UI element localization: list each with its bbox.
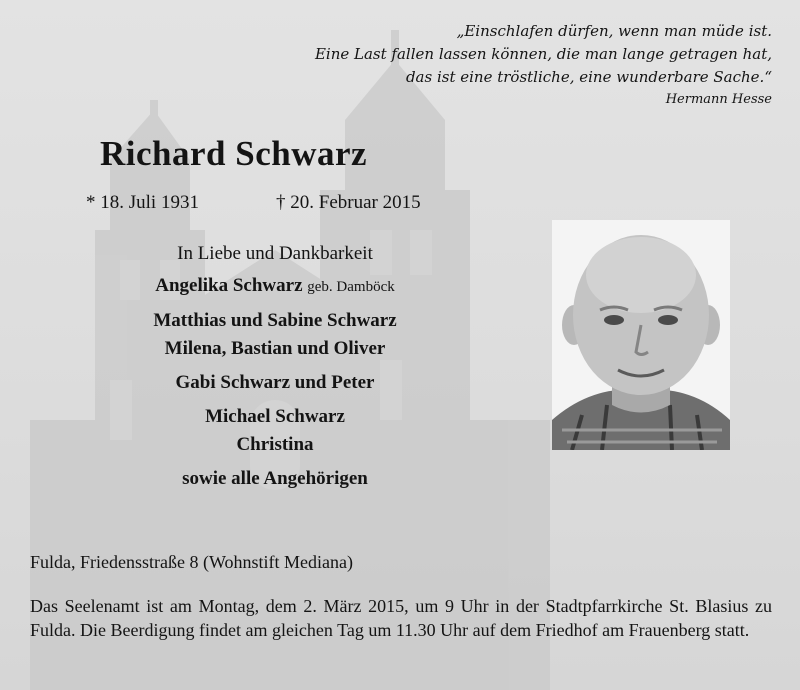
spouse-maiden-name: geb. Damböck [307,279,395,295]
portrait-image [552,220,730,450]
funeral-service-info: Das Seelenamt ist am Montag, dem 2. März 2015, um 9 Uhr in der Stadtpfarrkirche St. Blasius zu Fulda. Die Beerdigung findet am gleichen Tag um 11.30 Uhr auf dem Friedhof am Frauenberg statt. [30,596,772,640]
mourners-intro: In Liebe und Dankbarkeit [177,243,373,264]
mourner-family [95,403,455,459]
mourners-list [95,240,455,499]
family-line: Milena, Bastian und Oliver [164,338,386,359]
quote-author: Hermann Hesse [665,92,772,107]
mourner-spouse [95,272,455,301]
spouse-name: Angelika Schwarz [155,275,303,296]
mourner-family [95,307,455,363]
residence-address: Fulda, Friedensstraße 8 (Wohnstift Mediana) [30,552,353,572]
quote-line: Eine Last fallen lassen können, die man lange getragen hat, [314,45,772,63]
family-line: Matthias und Sabine Schwarz [153,310,397,331]
mourner-family [95,369,455,397]
deceased-name: Richard Schwarz [100,134,368,173]
quote-line: „Einschlafen dürfen, wenn man müde ist. [456,22,772,40]
mourners-closing: sowie alle Angehörigen [182,468,368,489]
quote-line: das ist eine tröstliche, eine wunderbare Sache.“ [405,68,772,86]
birth-date: * 18. Juli 1931 [86,192,199,213]
death-date: † 20. Februar 2015 [276,192,421,213]
family-line: Michael Schwarz [205,406,345,427]
portrait-photo [552,220,730,450]
quote-block [252,20,772,110]
family-line: Gabi Schwarz und Peter [175,372,375,393]
family-line: Christina [236,434,314,455]
